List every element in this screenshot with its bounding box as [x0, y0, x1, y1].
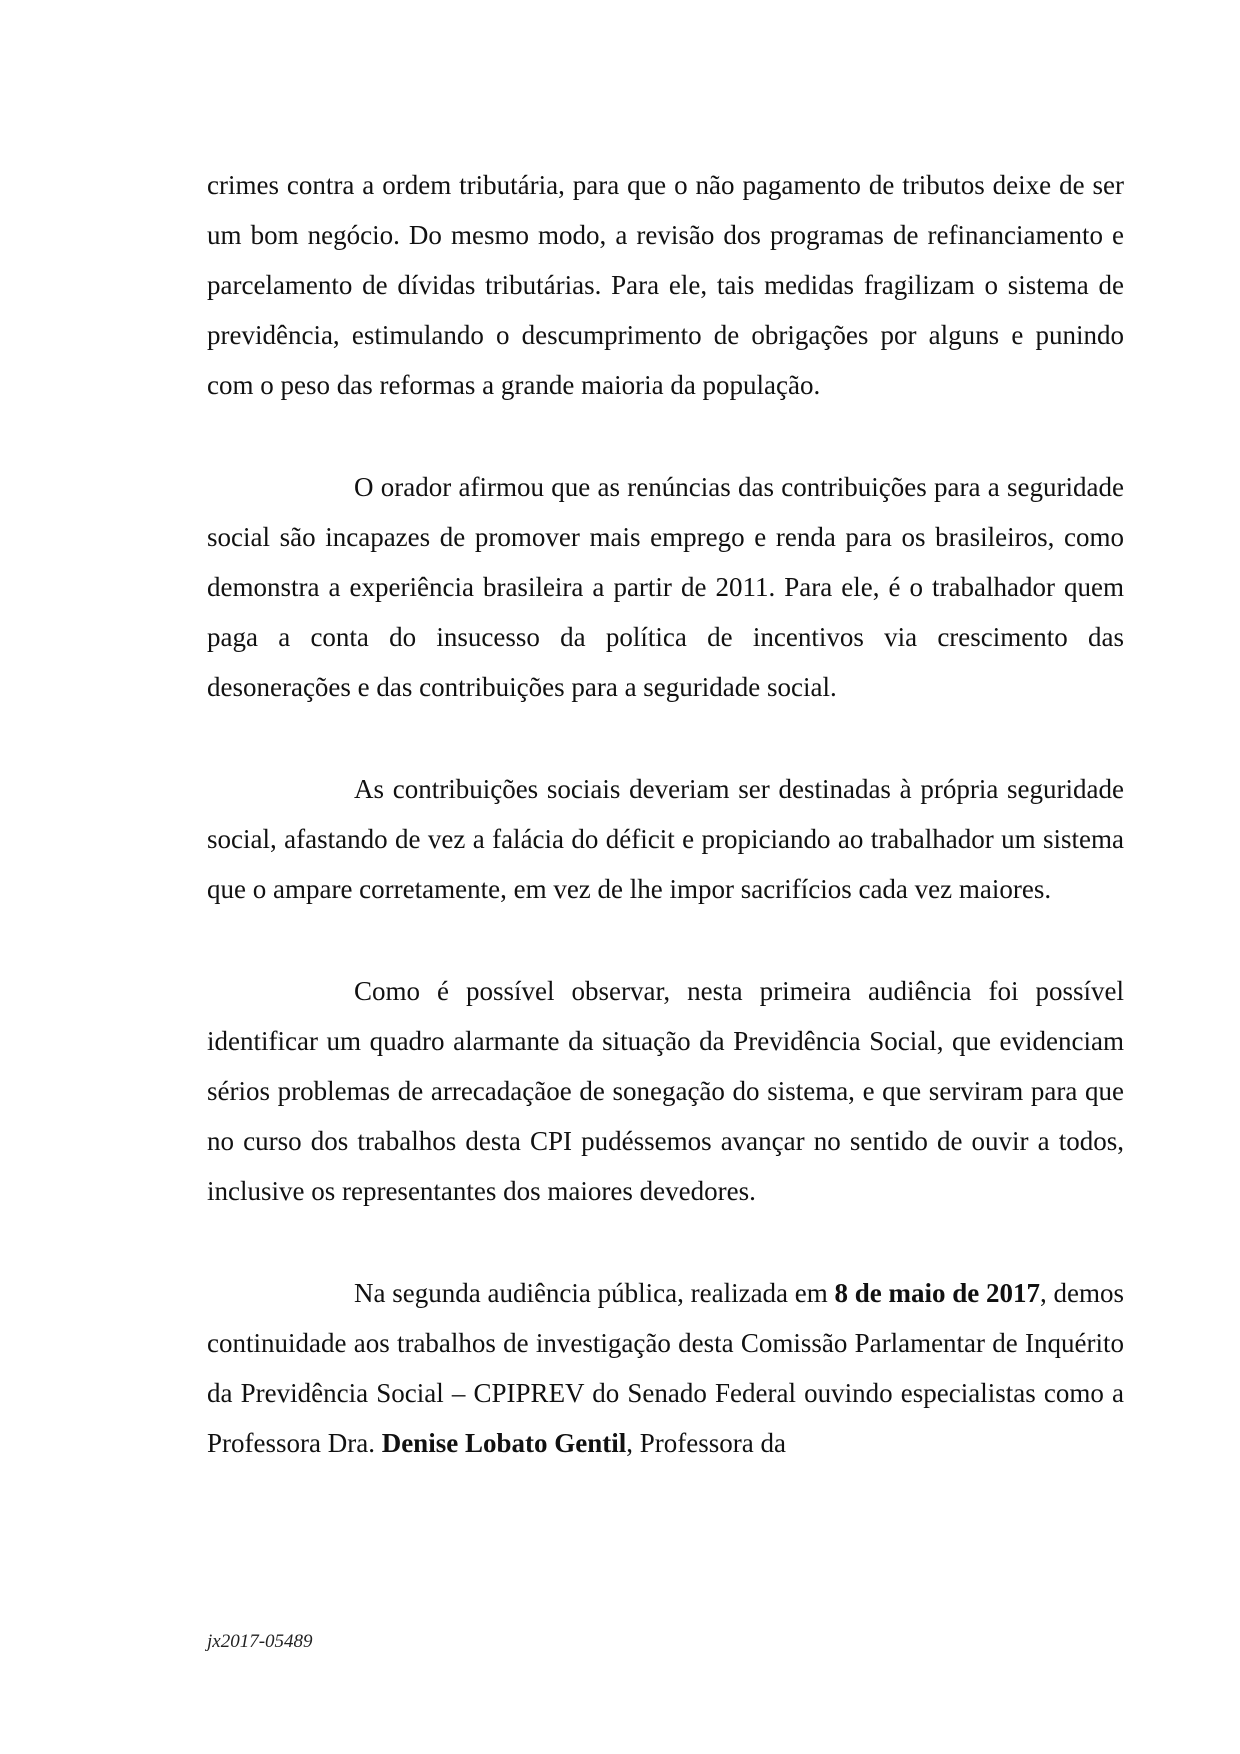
paragraph-4	[207, 966, 1124, 1216]
paragraph-text: O orador afirmou que as renúncias das contribuições para a seguridade social são incapazes de promover mais emprego e renda para os brasileiros, como demonstra a experiência brasileira a partir de 2011. Para ele, é o trabalhador quem paga a conta do insucesso da política de incentivos via crescimento das desonerações e das contribuições para a seguridade social.	[207, 472, 1124, 702]
paragraph-text: , Professora da	[626, 1428, 786, 1458]
paragraph-2	[207, 462, 1124, 712]
paragraph-1	[207, 160, 1124, 410]
paragraph-5	[207, 1268, 1124, 1468]
document-body	[207, 160, 1124, 1468]
document-code: jx2017-05489	[207, 1631, 313, 1652]
paragraph-text: , demos continuidade aos trabalhos de investigação desta Comissão Parlamentar de Inquérito da Previdência Social – CPIPREV do Senado Federal ouvindo especialistas como a Professora Dra.	[207, 1278, 1125, 1458]
paragraph-text: Como é possível observar, nesta primeira audiência foi possível identificar um quadro alarmante da situação da Previdência Social, que evidenciam sérios problemas de arrecadaçãoe de sonegação do sistema, e que serviram para que no curso dos trabalhos desta CPI pudéssemos avançar no sentido de ouvir a todos, inclusive os representantes dos maiores devedores.	[207, 976, 1124, 1206]
paragraph-text: Na segunda audiência pública, realizada em	[354, 1278, 835, 1308]
speaker-name: Denise Lobato Gentil	[381, 1428, 627, 1458]
paragraph-text: As contribuições sociais deveriam ser destinadas à própria seguridade social, afastando de vez a falácia do déficit e propiciando ao trabalhador um sistema que o ampare corretamente, em vez de lhe impor sacrifícios cada vez maiores.	[207, 774, 1124, 904]
hearing-date: 8 de maio de 2017	[834, 1278, 1041, 1308]
paragraph-text: crimes contra a ordem tributária, para que o não pagamento de tributos deixe de ser um bom negócio. Do mesmo modo, a revisão dos programas de refinanciamento e parcelamento de dívidas tributárias. Para ele, tais medidas fragilizam o sistema de previdência, estimulando o descumprimento de obrigações por alguns e punindo com o peso das reformas a grande maioria da população.	[207, 170, 1124, 400]
paragraph-3	[207, 764, 1124, 914]
